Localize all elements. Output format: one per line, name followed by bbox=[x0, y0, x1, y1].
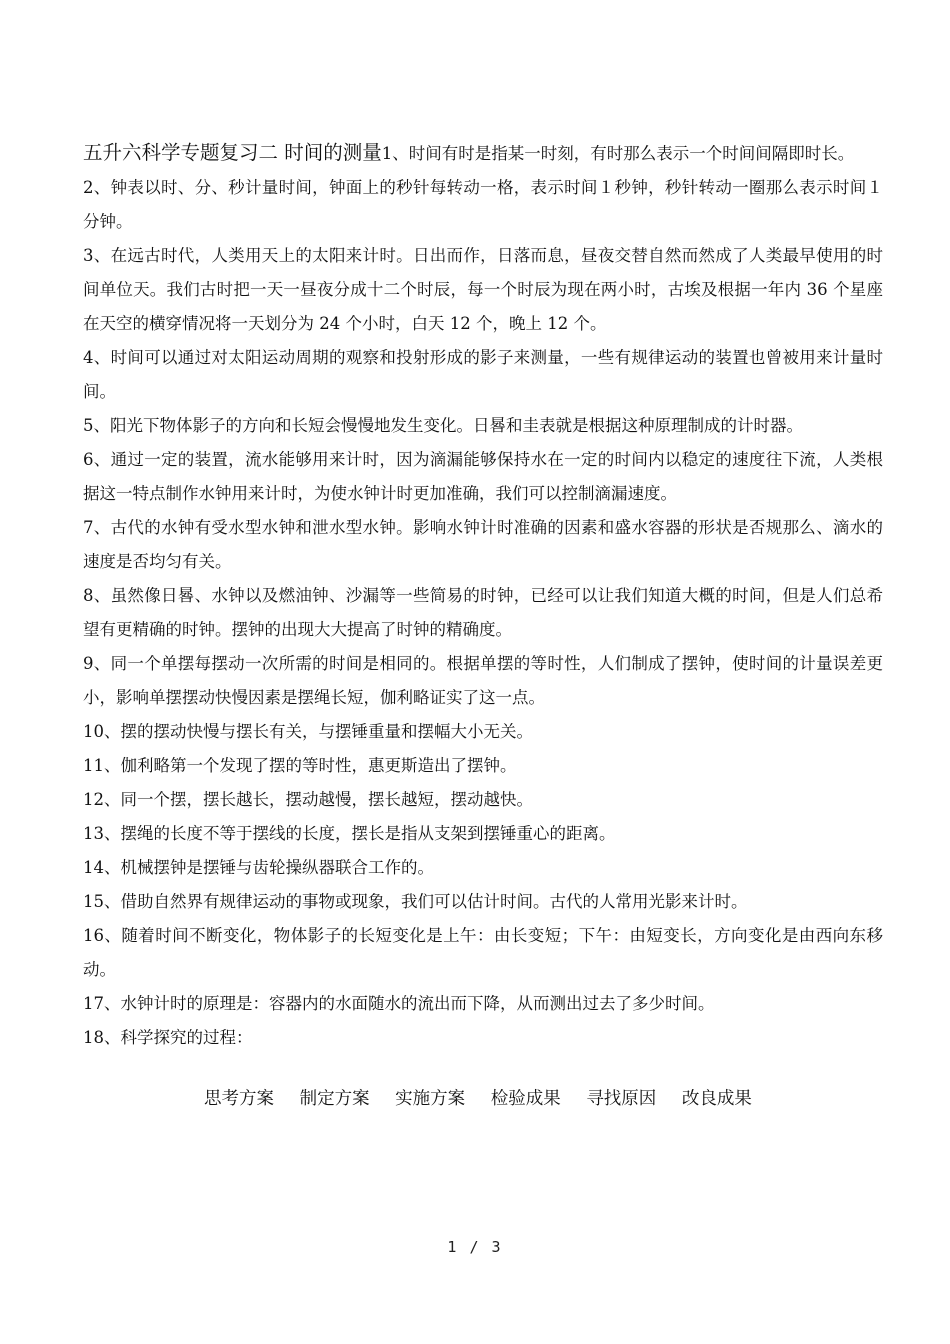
step-item: 制定方案 bbox=[299, 1089, 370, 1109]
step-item: 寻找原因 bbox=[586, 1089, 657, 1109]
list-item: 13、摆绳的长度不等于摆线的长度，摆长是指从支架到摆锤重心的距离。 bbox=[83, 824, 616, 843]
list-item: 10、摆的摆动快慢与摆长有关，与摆锤重量和摆幅大小无关。 bbox=[83, 722, 533, 741]
step-item: 检验成果 bbox=[490, 1089, 561, 1109]
step-item: 实施方案 bbox=[395, 1089, 466, 1109]
page-number: 1 / 3 bbox=[447, 1238, 503, 1256]
list-item: 1、时间有时是指某一时刻，有时那么表示一个时间间隔即时长。 bbox=[381, 144, 855, 163]
list-item: 16、随着时间不断变化，物体影子的长短变化是上午：由长变短；下午：由短变长，方向变化是由西向东移动。 bbox=[83, 926, 883, 979]
inquiry-steps bbox=[204, 1082, 772, 1116]
title-paragraph bbox=[83, 136, 883, 171]
document-title: 五升六科学专题复习二 时间的测量 bbox=[83, 141, 382, 164]
list-item: 2、钟表以时、分、秒计量时间，钟面上的秒针每转动一格，表示时间１秒钟，秒针转动一圈那么表示时间１分钟。 bbox=[83, 178, 883, 231]
list-item: 6、通过一定的装置，流水能够用来计时，因为滴漏能够保持水在一定的时间内以稳定的速度往下流，人类根据这一特点制作水钟用来计时，为使水钟计时更加准确，我们可以控制滴漏速度。 bbox=[83, 450, 883, 503]
list-item: 4、时间可以通过对太阳运动周期的观察和投射形成的影子来测量，一些有规律运动的装置也曾被用来计量时间。 bbox=[83, 348, 883, 401]
item-list bbox=[83, 171, 883, 1055]
list-item: 5、阳光下物体影子的方向和长短会慢慢地发生变化。日晷和圭表就是根据这种原理制成的计时器。 bbox=[83, 416, 803, 435]
list-item: 12、同一个摆，摆长越长，摆动越慢，摆长越短，摆动越快。 bbox=[83, 790, 533, 809]
document-body bbox=[83, 136, 883, 1055]
list-item: 8、虽然像日晷、水钟以及燃油钟、沙漏等一些简易的时钟，已经可以让我们知道大概的时间，但是人们总希望有更精确的时钟。摆钟的出现大大提高了时钟的精确度。 bbox=[83, 586, 883, 639]
step-item: 改良成果 bbox=[681, 1089, 752, 1109]
list-item: 15、借助自然界有规律运动的事物或现象，我们可以估计时间。古代的人常用光影来计时。 bbox=[83, 892, 748, 911]
list-item: 3、在远古时代，人类用天上的太阳来计时。日出而作，日落而息，昼夜交替自然而然成了人类最早使用的时间单位天。我们古时把一天一昼夜分成十二个时辰，每一个时辰为现在两小时，古埃及根据一年内 36 个星座在天空的横穿情况将一天划分为 24 个小时，白天 12 个，晚上 12 个。 bbox=[83, 246, 883, 333]
list-item: 11、伽利略第一个发现了摆的等时性，惠更斯造出了摆钟。 bbox=[83, 756, 517, 775]
list-item: 9、同一个单摆每摆动一次所需的时间是相同的。根据单摆的等时性，人们制成了摆钟，使时间的计量误差更小，影响单摆摆动快慢因素是摆绳长短，伽利略证实了这一点。 bbox=[83, 654, 883, 707]
list-item: 14、机械摆钟是摆锤与齿轮操纵器联合工作的。 bbox=[83, 858, 434, 877]
list-item: 7、古代的水钟有受水型水钟和泄水型水钟。影响水钟计时准确的因素和盛水容器的形状是否规那么、滴水的速度是否均匀有关。 bbox=[83, 518, 883, 571]
step-item: 思考方案 bbox=[204, 1089, 274, 1109]
list-item: 17、水钟计时的原理是：容器内的水面随水的流出而下降，从而测出过去了多少时间。 bbox=[83, 994, 715, 1013]
list-item: 18、科学探究的过程： bbox=[83, 1028, 253, 1047]
